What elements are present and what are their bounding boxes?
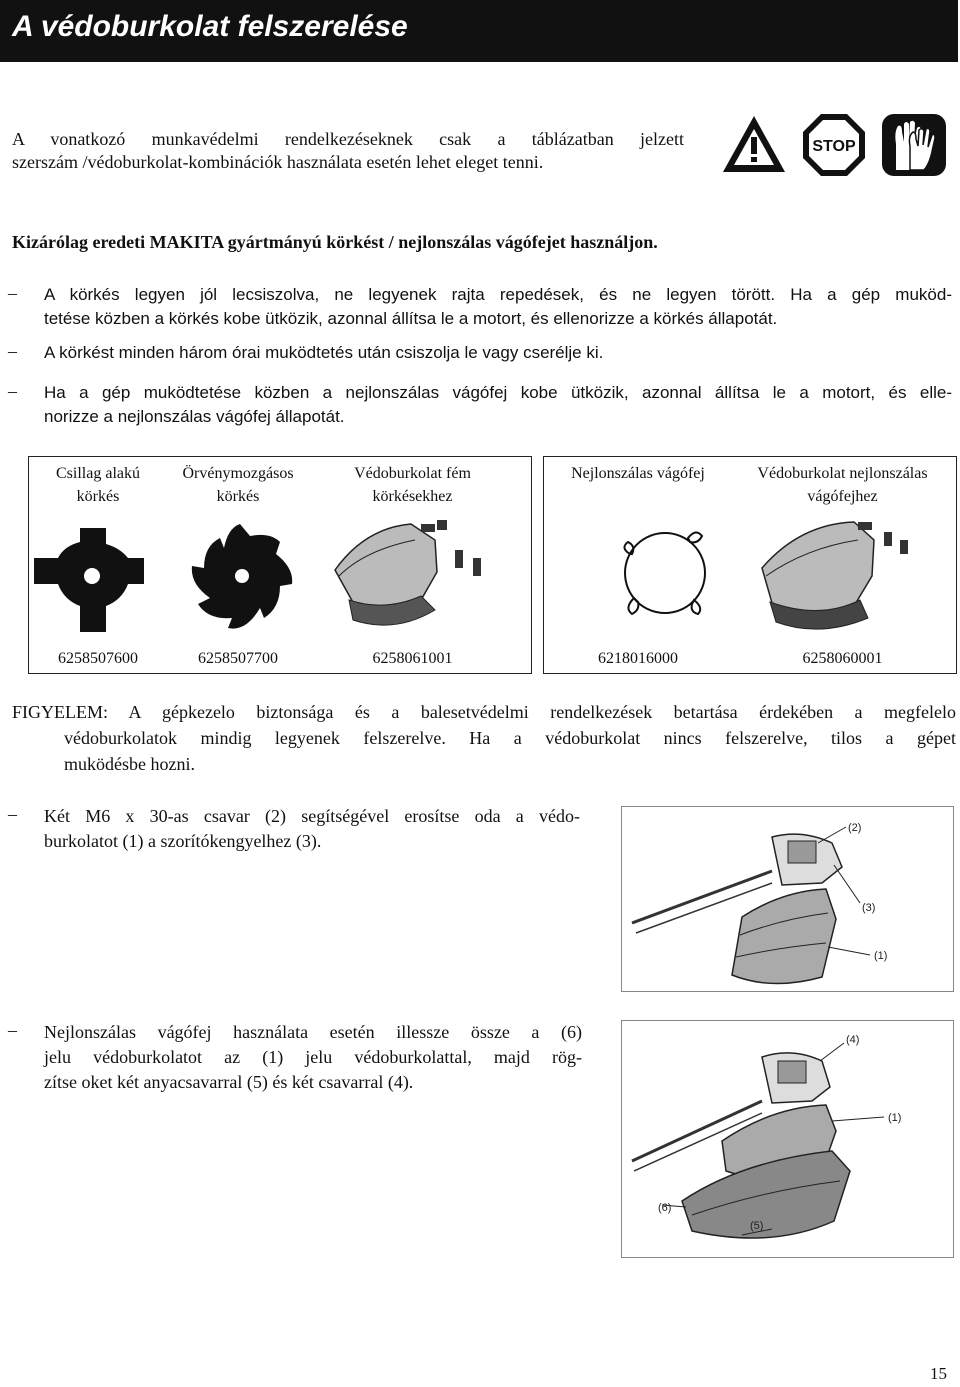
warning-line-2: védoburkolatok mindig legyenek felszerelve. Ha a védoburkolat nincs felszerelve, tilos a gépet: [64, 728, 956, 748]
table-header-line-head: Nejlonszálas vágófej: [571, 465, 705, 482]
step-2-diagram: [622, 1021, 953, 1257]
star-blade-image: [28, 520, 158, 640]
step-1-line-1: Két M6 x 30-as csavar (2) segítségével erosítse oda a védo-: [44, 806, 580, 826]
step-1-figure: [621, 806, 954, 992]
step-1-dash: –: [8, 804, 17, 824]
intro-line-1: A vonatkozó munkavédelmi rendelkezéseknek csak a táblázatban jelzett: [12, 129, 684, 149]
label-5: (5): [750, 1220, 764, 1232]
step-1-line-2: burkolatot (1) a szorítókengyelhez (3).: [44, 831, 322, 851]
label-3: (3): [862, 902, 876, 914]
step-2-line-3: zítse oket két anyacsavarral (5) és két csavarral (4).: [44, 1072, 414, 1092]
bullet-dash: –: [8, 381, 17, 401]
page-number: 15: [930, 1364, 947, 1383]
table-header-line-guard: Védoburkolat nejlonszálas vágófejhez: [757, 465, 928, 505]
label-1: (1): [874, 950, 888, 962]
step-2-line-1: Nejlonszálas vágófej használata esetén illessze össze a (6): [44, 1022, 582, 1042]
label-4: (4): [846, 1034, 860, 1046]
bullet-1-line-2: tetése közben a körkés kobe ütközik, azonnal állítsa le a motort, és ellenorizze a körkés állapotát.: [44, 309, 778, 328]
makita-notice: Kizárólag eredeti MAKITA gyártmányú körkést / nejlonszálas vágófejet használjon.: [12, 232, 658, 252]
step-2-figure: [621, 1020, 954, 1258]
bullet-dash: –: [8, 283, 17, 303]
page-title: A védoburkolat felszerelése: [12, 10, 408, 43]
bullet-3-line-1: Ha a gép muködtetése közben a nejlonszálas vágófej kobe ütközik, azonnal állítsa le a motort, és elle-: [44, 383, 952, 402]
bullet-2-line-1: A körkést minden három órai muködtetés után csiszolja le vagy cserélje ki.: [44, 343, 604, 362]
bullet-dash: –: [8, 341, 17, 361]
part-number-swirl-blade: 6258507700: [198, 650, 278, 667]
step-2-dash: –: [8, 1020, 17, 1040]
table-header-star-blade: Csillag alakú körkés: [56, 465, 140, 505]
table-header-metal-guard: Védoburkolat fém körkésekhez: [354, 465, 471, 505]
label-1: (1): [888, 1112, 902, 1124]
label-2: (2): [848, 822, 862, 834]
bullet-3-line-2: norizze a nejlonszálas vágófej állapotát.: [44, 407, 345, 426]
warning-line-1: FIGYELEM: A gépkezelo biztonsága és a balesetvédelmi rendelkezések betartása érdekében a megfelelo: [12, 702, 956, 722]
line-head-image: [610, 518, 720, 628]
stop-sign-label: STOP: [812, 138, 856, 155]
line-guard-image: [750, 510, 940, 640]
warning-triangle-icon: [720, 112, 788, 176]
step-2-line-2: jelu védoburkolatot az (1) jelu védoburkolattal, majd rög-: [44, 1047, 582, 1067]
table-header-swirl-blade: Örvénymozgásos körkés: [182, 465, 294, 505]
part-number-line-guard: 6258060001: [802, 650, 883, 667]
part-number-star-blade: 6258507600: [58, 650, 138, 667]
gloves-icon: [880, 112, 948, 178]
step-1-diagram: [622, 807, 953, 991]
label-6: (6): [658, 1202, 672, 1214]
warning-line-3: muködésbe hozni.: [64, 754, 195, 774]
stop-sign-icon: [800, 112, 868, 178]
part-number-metal-guard: 6258061001: [372, 650, 453, 667]
part-number-line-head: 6218016000: [598, 650, 678, 667]
bullet-1-line-1: A körkés legyen jól lecsiszolva, ne legyenek rajta repedések, és ne legyen törött. Ha a gép muköd-: [44, 285, 952, 304]
swirl-blade-image: [180, 518, 300, 638]
intro-line-2: szerszám /védoburkolat-kombinációk használata esetén lehet eleget tenni.: [12, 152, 544, 172]
metal-guard-image: [325, 510, 500, 640]
